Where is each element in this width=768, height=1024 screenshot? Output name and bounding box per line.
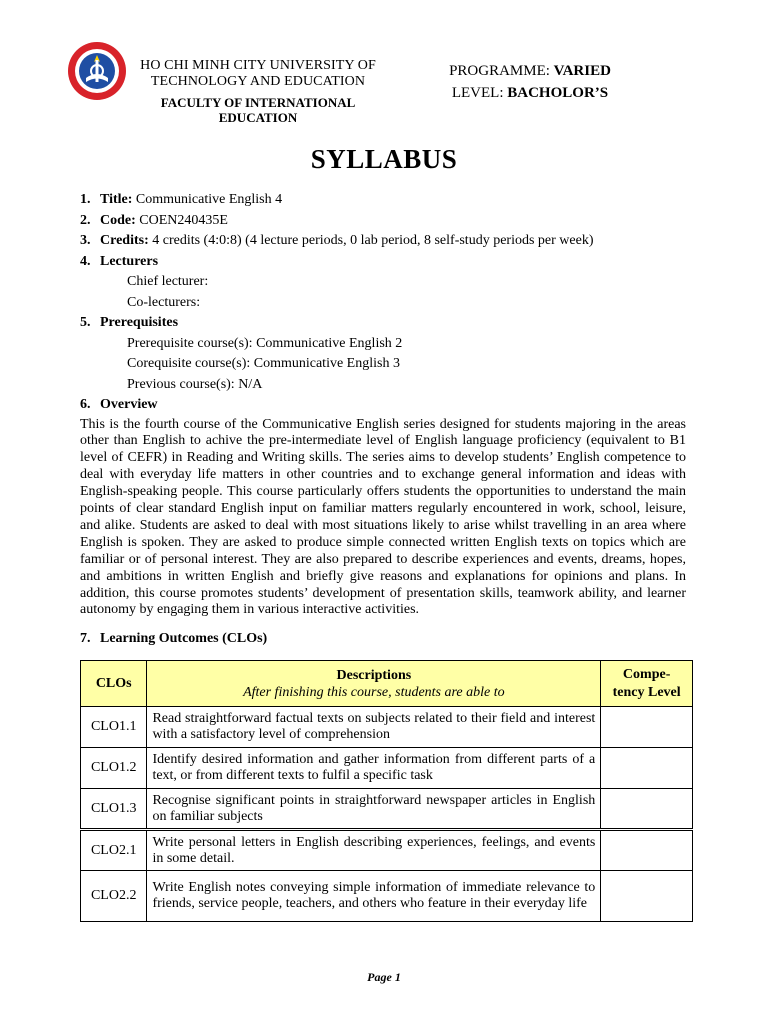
clo-code: CLO1.2 bbox=[81, 748, 147, 789]
faculty-name bbox=[128, 95, 388, 125]
faculty-line2: EDUCATION bbox=[218, 110, 298, 125]
university-name-line1: HO CHI MINH CITY UNIVERSITY OF bbox=[140, 58, 376, 73]
clo-description: Recognise significant points in straightforward newspaper articles in English on familiar subjects bbox=[147, 789, 601, 830]
clo-description: Read straightforward factual texts on subjects related to their field and interest with a satisfactory level of comprehension bbox=[147, 707, 601, 748]
table-row bbox=[81, 748, 693, 789]
header-descriptions: Descriptions After finishing this course, students are able to bbox=[147, 661, 601, 707]
table-row bbox=[81, 830, 693, 871]
clo-level bbox=[601, 748, 693, 789]
clo-code: CLO2.1 bbox=[81, 830, 147, 871]
programme-value: VARIED bbox=[553, 63, 611, 79]
chief-lecturer: Chief lecturer: bbox=[127, 274, 209, 289]
corequisite-course: Corequisite course(s): Communicative English 3 bbox=[127, 356, 400, 371]
co-lecturers: Co-lecturers: bbox=[127, 294, 201, 310]
level-value: BACHOLOR’S bbox=[507, 85, 609, 101]
section-code: 2. Code: COEN240435E bbox=[80, 212, 228, 228]
clo-code: CLO1.1 bbox=[81, 707, 147, 748]
table-row bbox=[81, 707, 693, 748]
table-row bbox=[81, 871, 693, 922]
header-competency: Compe- tency Level bbox=[601, 661, 693, 707]
clo-table bbox=[80, 660, 693, 922]
programme-line bbox=[420, 60, 640, 82]
section-prerequisites: 5. Prerequisites bbox=[80, 315, 179, 330]
section-credits: 3. Credits: 4 credits (4:0:8) (4 lecture periods, 0 lab period, 8 self-study periods per week) bbox=[80, 233, 594, 248]
clo-description: Write personal letters in English describing experiences, feelings, and events in some detail. bbox=[147, 830, 601, 871]
clo-level bbox=[601, 830, 693, 871]
clo-description: Write English notes conveying simple information of immediate relevance to friends, service people, teachers, and others who feature in their everyday life bbox=[147, 871, 601, 922]
previous-course: Previous course(s): N/A bbox=[127, 376, 263, 392]
clo-table-header bbox=[81, 661, 693, 707]
section-overview: 6. Overview bbox=[80, 397, 158, 412]
clo-level bbox=[601, 707, 693, 748]
clo-level bbox=[601, 871, 693, 922]
clo-code: CLO1.3 bbox=[81, 789, 147, 830]
clo-level bbox=[601, 789, 693, 830]
clo-code: CLO2.2 bbox=[81, 871, 147, 922]
programme-label: PROGRAMME: bbox=[449, 63, 554, 79]
university-logo bbox=[66, 40, 128, 102]
programme-info bbox=[420, 60, 640, 104]
university-header bbox=[128, 58, 388, 125]
section-title: 1. Title: Communicative English 4 bbox=[80, 192, 283, 207]
clo-description: Identify desired information and gather information from different parts of a text, or from different texts to fulfil a specific task bbox=[147, 748, 601, 789]
level-label: LEVEL: bbox=[451, 85, 508, 101]
faculty-line1: FACULTY OF INTERNATIONAL bbox=[160, 95, 356, 110]
page-title: SYLLABUS bbox=[310, 144, 458, 174]
syllabus-body bbox=[80, 190, 686, 650]
university-name-line2: TECHNOLOGY AND EDUCATION bbox=[150, 74, 366, 89]
section-lecturers: 4. Lecturers bbox=[80, 253, 159, 269]
header-clos: CLOs bbox=[81, 661, 147, 707]
page-number: Page 1 bbox=[367, 970, 401, 984]
overview-text: This is the fourth course of the Communicative English series designed for students majoring in the areas other than English to achive the pre-intermediate level of English language proficiency (equivalent to B1 level of CEFR) in Reading and Writing skills. The series aims to develop students’ English competence to deal with everyday life matters in other countries and to exchange general information and ideas with English-speaking people. This course particularly offers students the opportunities to understand the main points of clear standard English input on familiar matters regularly encountered in work, school, leisure, and alike. Students are asked to deal with most situations likely to arise whilst travelling in an area where English is spoken. They are asked to produce simple connected written English texts on topics which are familiar or of personal interest. They are also prepared to describe experiences and events, dreams, hopes, and ambitions in written English and briefly give reasons and explanations for opinions and plans. In addition, this course promotes students’ development of presentation skills, teamwork ability, and learner autonomy by engaging them in various interactive activities. bbox=[80, 416, 686, 618]
prerequisite-course: Prerequisite course(s): Communicative English 2 bbox=[127, 335, 403, 351]
section-learning-outcomes: 7. Learning Outcomes (CLOs) bbox=[80, 631, 268, 647]
table-row bbox=[81, 789, 693, 830]
level-line bbox=[420, 82, 640, 104]
